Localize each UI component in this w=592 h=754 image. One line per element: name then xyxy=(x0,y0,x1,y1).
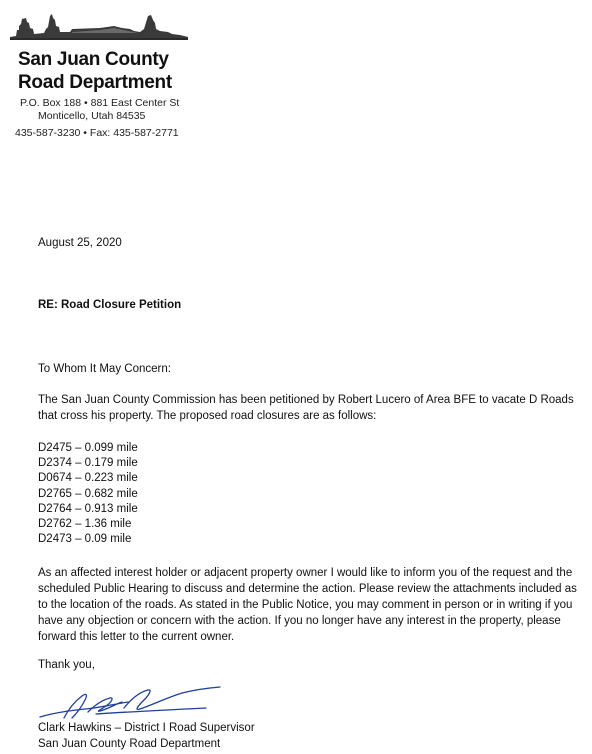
org-name-line1: San Juan County xyxy=(18,49,169,70)
paragraph-notice: As an affected interest holder or adjacent property owner I would like to inform you of the request and the scheduled Public Hearing to discuss and determine the action. Please review the attachments included as to the location of the roads. As stated in the Public Notice, you may comment in person or in writing if you have any objection or concern with the action. If you no longer have any interest in the property, please forward this letter to the current owner. xyxy=(38,567,577,643)
org-name-line2: Road Department xyxy=(18,72,172,93)
address-line1: P.O. Box 188 • 881 East Center St xyxy=(20,97,180,109)
road-closure-item: D2374 – 0.179 mile xyxy=(38,457,138,470)
paragraph-intro: The San Juan County Commission has been petitioned by Robert Lucero of Area BFE to vacate D Roads that cross his property. The proposed road closures are as follows: xyxy=(38,394,574,422)
road-closure-item: D2473 – 0.09 mile xyxy=(38,533,132,546)
phone-fax: 435-587-3230 • Fax: 435-587-2771 xyxy=(15,127,179,139)
signature-icon xyxy=(36,684,226,724)
signer-name-title: Clark Hawkins – District I Road Supervisor xyxy=(38,722,255,734)
road-closure-item: D2765 – 0.682 mile xyxy=(38,487,138,500)
letter-subject: RE: Road Closure Petition xyxy=(38,299,182,311)
road-closure-item: D0674 – 0.223 mile xyxy=(38,472,138,485)
closing: Thank you, xyxy=(38,659,95,671)
road-closure-item: D2764 – 0.913 mile xyxy=(38,502,138,515)
monument-valley-logo-icon xyxy=(10,10,188,40)
road-closure-item: D2475 – 0.099 mile xyxy=(38,442,138,454)
address-line2: Monticello, Utah 84535 xyxy=(38,110,146,122)
letter-date: August 25, 2020 xyxy=(38,237,122,249)
road-closure-list xyxy=(38,441,138,547)
signer-department: San Juan County Road Department xyxy=(38,738,221,750)
road-closure-item: D2762 – 1.36 mile xyxy=(38,518,132,531)
salutation: To Whom It May Concern: xyxy=(38,363,171,375)
